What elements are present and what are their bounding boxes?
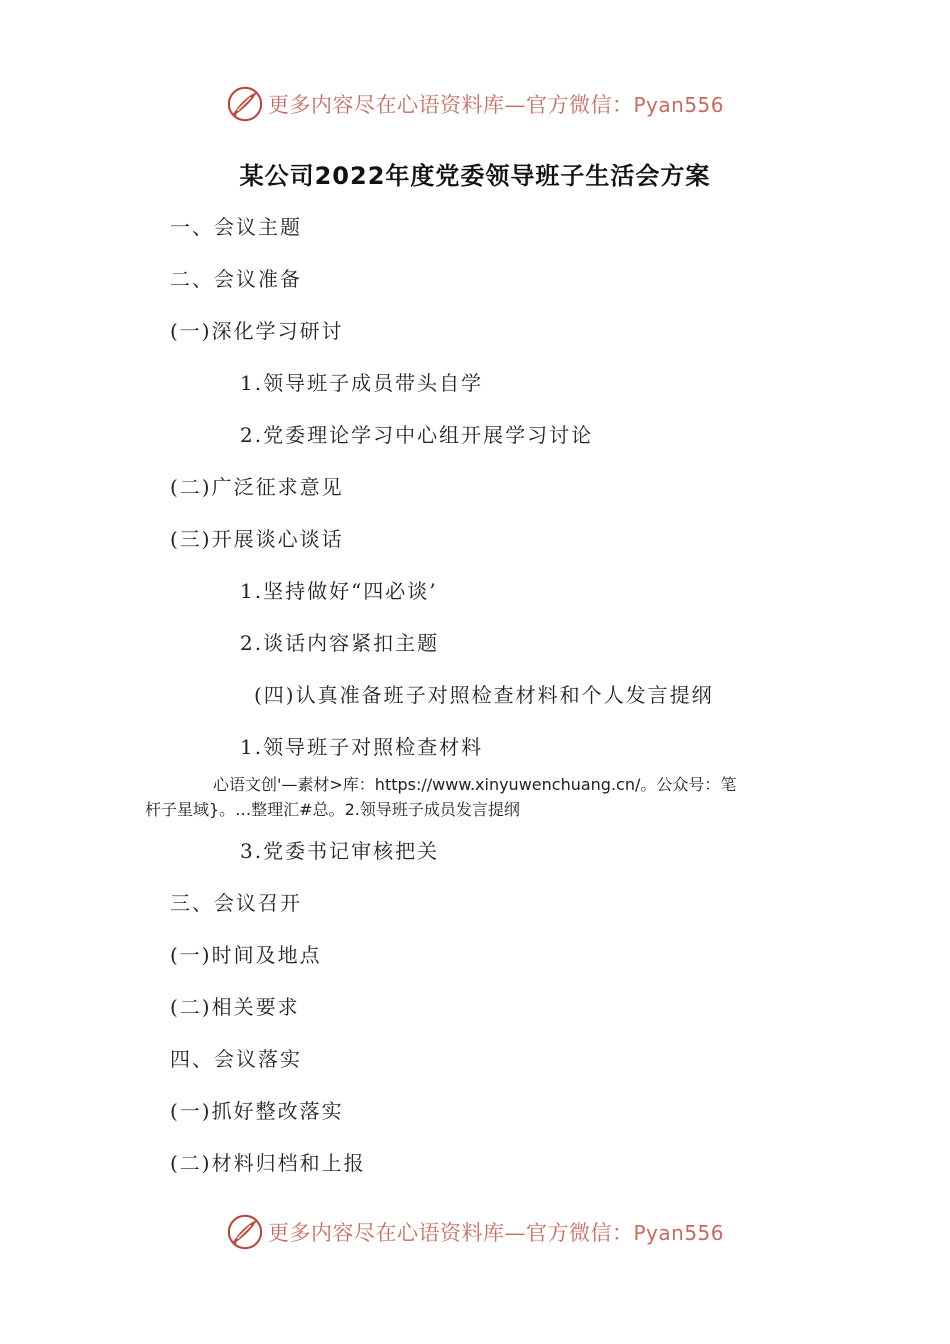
section-heading: 三、会议召开 bbox=[170, 891, 302, 915]
subsection-heading: (四)认真准备班子对照检查材料和个人发言提纲 bbox=[254, 683, 714, 707]
header-banner bbox=[0, 84, 950, 124]
subsection-heading: (一)抓好整改落实 bbox=[170, 1099, 344, 1123]
document-title: 某公司2022年度党委领导班子生活会方案 bbox=[239, 162, 711, 190]
wechat-id: Pyan556 bbox=[633, 1221, 724, 1245]
subsection-heading: (二)相关要求 bbox=[170, 995, 300, 1019]
list-item: 2.谈话内容紧扣主题 bbox=[240, 631, 440, 655]
watermark-note-line-1: 心语文创'—素材>库：https://www.xinyuwenchuang.cn/。公众号：笔 bbox=[213, 775, 737, 794]
subsection-heading: (二)材料归档和上报 bbox=[170, 1151, 366, 1175]
subsection-heading: (二)广泛征求意见 bbox=[170, 475, 344, 499]
pen-logo-icon bbox=[226, 1213, 264, 1251]
section-heading: 二、会议准备 bbox=[170, 267, 302, 291]
list-item: 1.坚持做好“四必谈’ bbox=[240, 579, 438, 603]
subsection-heading: (三)开展谈心谈话 bbox=[170, 527, 344, 551]
banner-text: 更多内容尽在心语资料库—官方微信：Pyan556 bbox=[267, 1221, 724, 1245]
section-heading: 四、会议落实 bbox=[170, 1047, 302, 1071]
watermark-note-line-2: 杆子星域}。…整理汇#总。2.领导班子成员发言提纲 bbox=[145, 800, 520, 819]
list-item: 3.党委书记审核把关 bbox=[240, 839, 440, 863]
list-item: 1.领导班子成员带头自学 bbox=[240, 371, 484, 395]
wechat-id: Pyan556 bbox=[633, 93, 724, 117]
list-item: 1.领导班子对照检查材料 bbox=[240, 735, 484, 759]
banner-text: 更多内容尽在心语资料库—官方微信：Pyan556 bbox=[267, 93, 724, 117]
subsection-heading: (一)深化学习研讨 bbox=[170, 319, 344, 343]
subsection-heading: (一)时间及地点 bbox=[170, 943, 322, 967]
pen-logo-icon bbox=[226, 85, 264, 123]
list-item: 2.党委理论学习中心组开展学习讨论 bbox=[240, 423, 594, 447]
section-heading: 一、会议主题 bbox=[170, 215, 302, 239]
footer-banner bbox=[0, 1212, 950, 1252]
